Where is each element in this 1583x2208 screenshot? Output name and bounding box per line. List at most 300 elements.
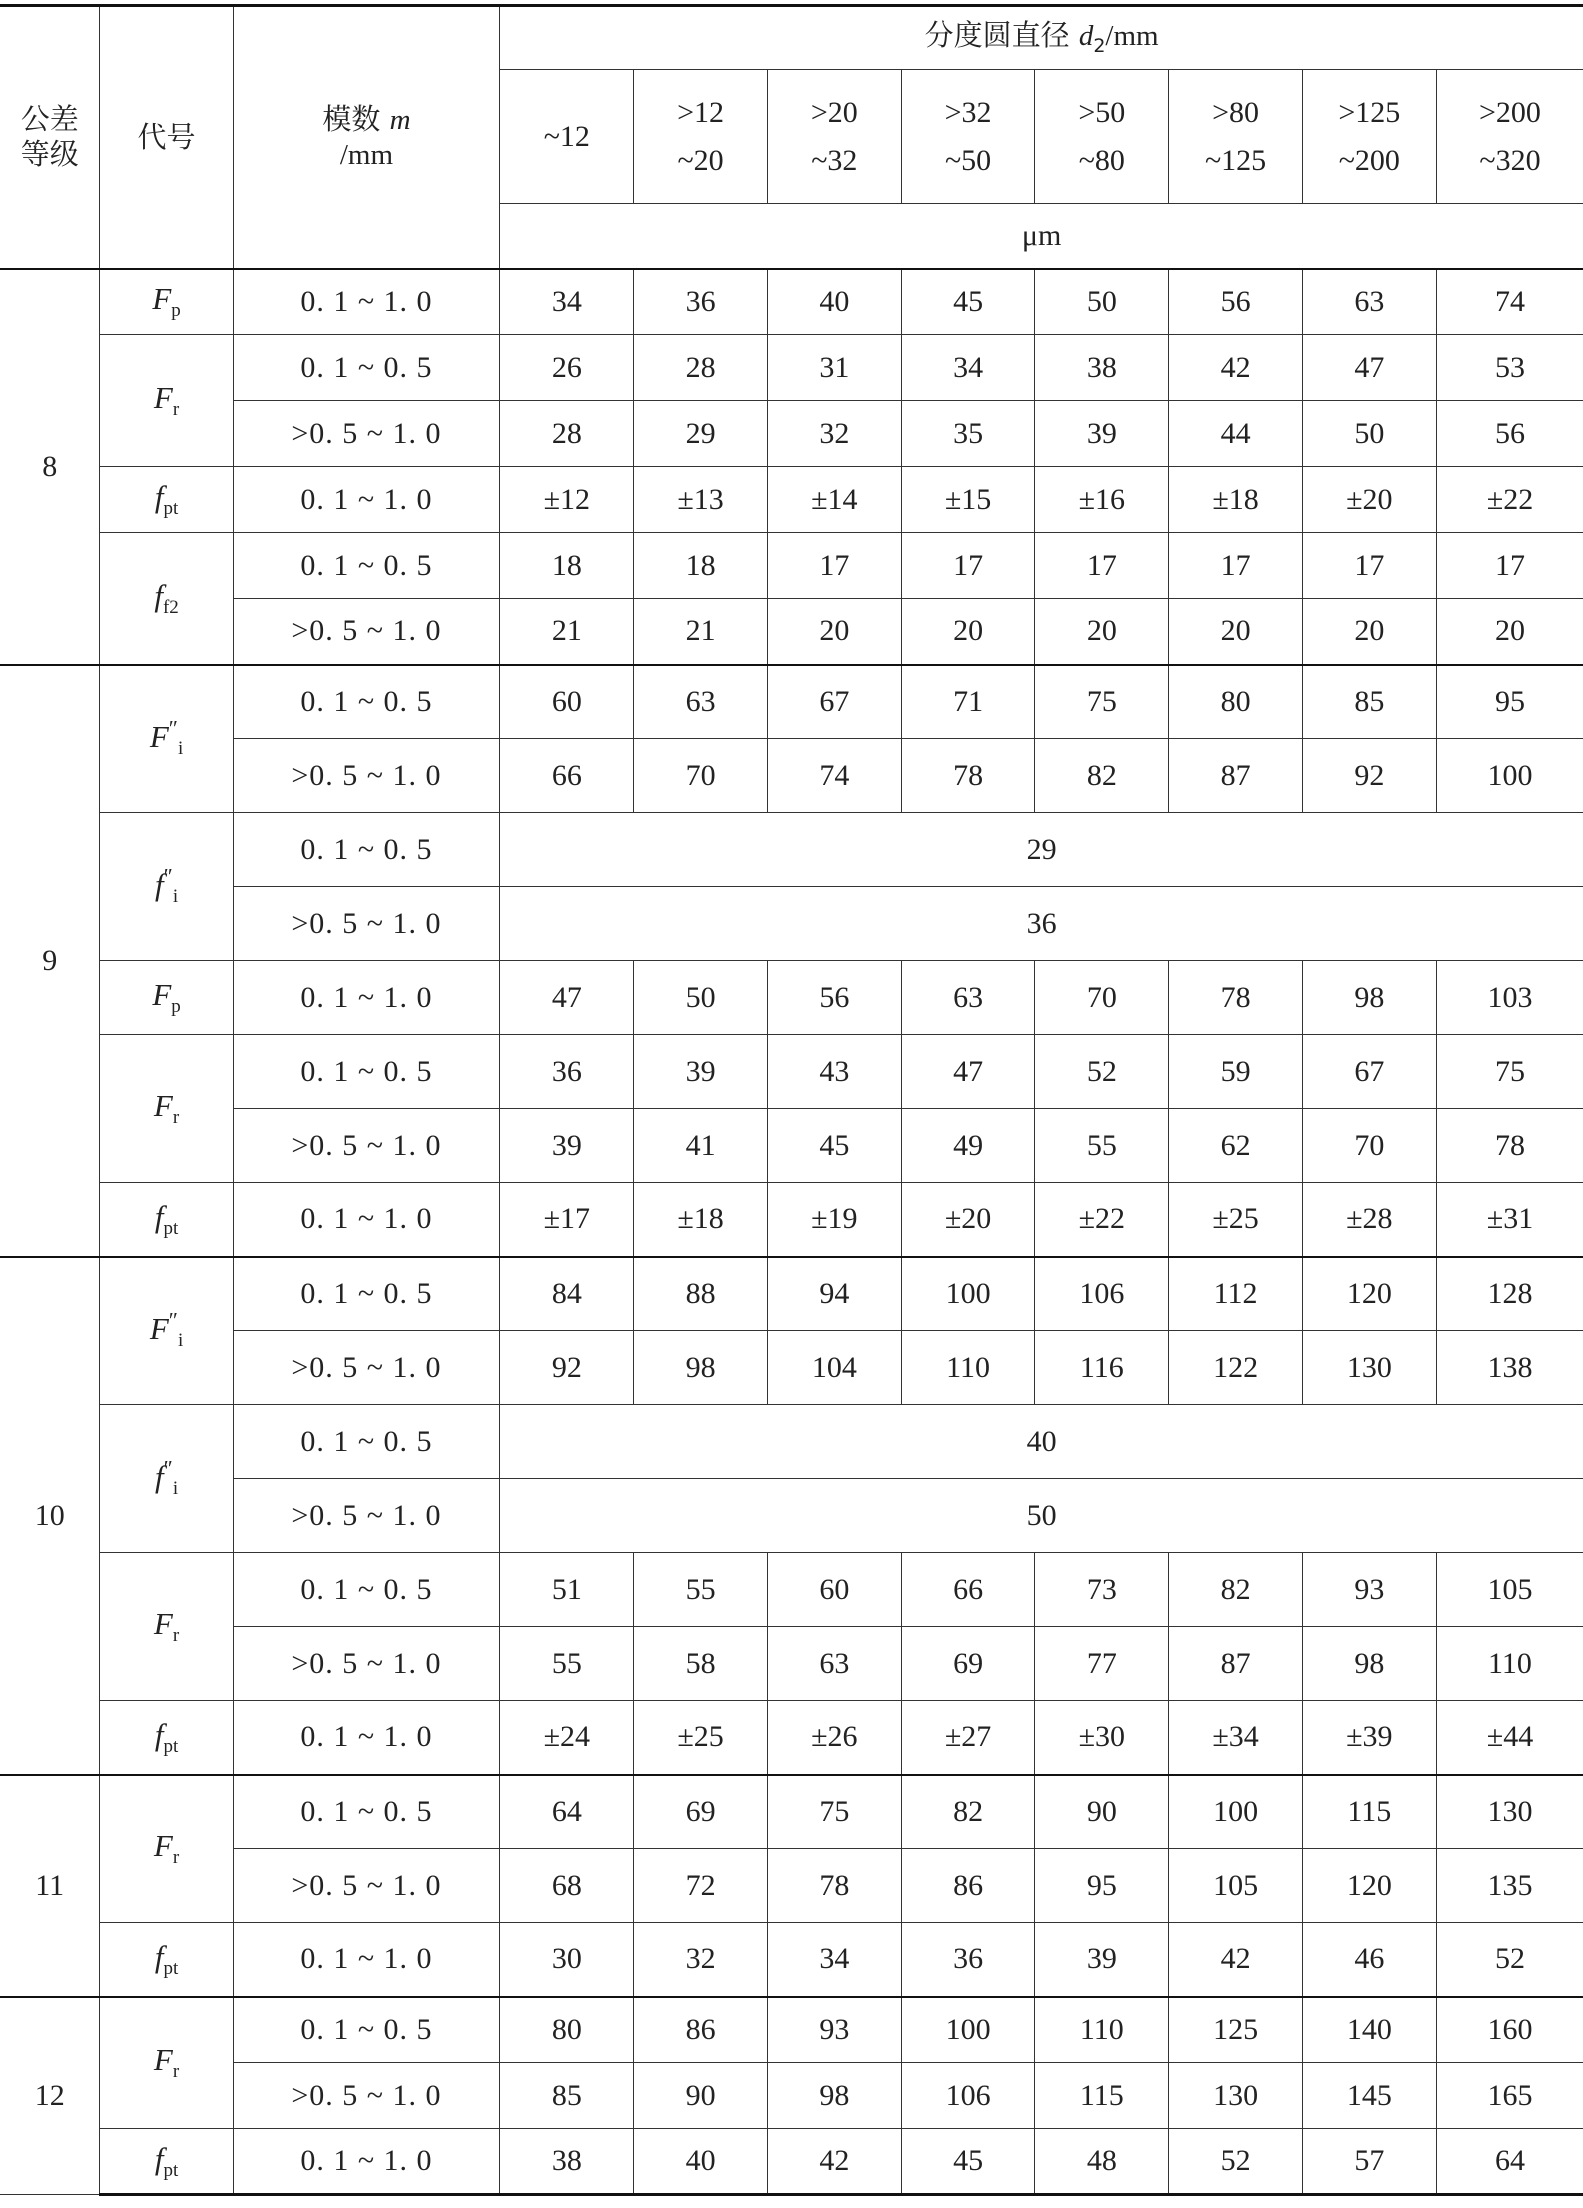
table-row xyxy=(0,1035,1583,1109)
symbol-cell xyxy=(100,2129,233,2195)
table-row xyxy=(0,1331,1583,1405)
value-cell: 122 xyxy=(1169,1331,1302,1405)
value-cell: ±31 xyxy=(1436,1183,1583,1257)
value-cell: 77 xyxy=(1035,1627,1169,1701)
diameter-range-7 xyxy=(1436,70,1583,204)
value-cell: 39 xyxy=(1035,401,1169,467)
value-cell: 67 xyxy=(767,665,901,739)
symbol-cell xyxy=(100,1701,233,1775)
value-cell: 28 xyxy=(634,335,767,401)
value-cell: 130 xyxy=(1302,1331,1436,1405)
symbol-text: $F_r$ xyxy=(153,2042,180,2083)
value-cell: 48 xyxy=(1035,2129,1169,2195)
value-cell: ±22 xyxy=(1035,1183,1169,1257)
value-cell: 36 xyxy=(901,1923,1034,1997)
value-cell: 73 xyxy=(1035,1553,1169,1627)
value-cell: 110 xyxy=(901,1331,1034,1405)
value-cell: 64 xyxy=(500,1775,634,1849)
diameter-range-3 xyxy=(901,70,1034,204)
module-cell: >0. 5 ~ 1. 0 xyxy=(233,739,500,813)
value-cell: 92 xyxy=(500,1331,634,1405)
table-row xyxy=(0,599,1583,665)
value-cell: 42 xyxy=(767,2129,901,2195)
grade-cell: 11 xyxy=(0,1775,100,1997)
merged-value: 40 xyxy=(500,1405,1583,1479)
header-row-1 xyxy=(0,6,1583,70)
grade-header-line: 公差 xyxy=(20,102,79,137)
range-line: >50 xyxy=(1078,95,1126,129)
module-cell: 0. 1 ~ 0. 5 xyxy=(233,665,500,739)
value-cell: 95 xyxy=(1436,665,1583,739)
module-cell: 0. 1 ~ 0. 5 xyxy=(233,813,500,887)
symbol-text: $F_r$ xyxy=(153,1606,180,1647)
value-cell: 20 xyxy=(1169,599,1302,665)
grade-cell: 9 xyxy=(0,665,100,1257)
value-cell: ±13 xyxy=(634,467,767,533)
symbol-text: $f_{pt}$ xyxy=(154,1198,179,1239)
grade-header xyxy=(0,6,100,269)
value-cell: 125 xyxy=(1169,1997,1302,2063)
value-cell: 98 xyxy=(1302,961,1436,1035)
table-row xyxy=(0,335,1583,401)
symbol-cell xyxy=(100,665,233,813)
value-cell: 75 xyxy=(767,1775,901,1849)
range-line: ~12 xyxy=(543,119,590,153)
value-cell: 45 xyxy=(767,1109,901,1183)
symbol-text: $f_{f2}$ xyxy=(154,577,179,618)
merged-value: 36 xyxy=(500,887,1583,961)
value-cell: 63 xyxy=(634,665,767,739)
symbol-cell xyxy=(100,467,233,533)
table-row xyxy=(0,1109,1583,1183)
range-line: ~125 xyxy=(1204,143,1267,177)
table-row xyxy=(0,1849,1583,1923)
value-cell: ±26 xyxy=(767,1701,901,1775)
table-row xyxy=(0,533,1583,599)
value-cell: 104 xyxy=(767,1331,901,1405)
value-cell: 36 xyxy=(634,269,767,335)
table-row xyxy=(0,739,1583,813)
value-cell: 112 xyxy=(1169,1257,1302,1331)
value-cell: 29 xyxy=(634,401,767,467)
value-cell: 42 xyxy=(1169,335,1302,401)
value-cell: 55 xyxy=(1035,1109,1169,1183)
value-cell: 56 xyxy=(1436,401,1583,467)
diameter-title: 分度圆直径 $d_2/mm$ xyxy=(500,6,1583,70)
value-cell: 78 xyxy=(1436,1109,1583,1183)
value-cell: ±14 xyxy=(767,467,901,533)
value-cell: 63 xyxy=(1302,269,1436,335)
range-line: ~80 xyxy=(1078,143,1125,177)
value-cell: 87 xyxy=(1169,739,1302,813)
value-cell: 34 xyxy=(901,335,1034,401)
value-cell: 40 xyxy=(767,269,901,335)
table-row xyxy=(0,1183,1583,1257)
value-cell: ±18 xyxy=(1169,467,1302,533)
diameter-range-0 xyxy=(500,70,634,204)
value-cell: 128 xyxy=(1436,1257,1583,1331)
value-cell: 35 xyxy=(901,401,1034,467)
module-cell: >0. 5 ~ 1. 0 xyxy=(233,1331,500,1405)
module-cell: >0. 5 ~ 1. 0 xyxy=(233,599,500,665)
value-cell: 56 xyxy=(1169,269,1302,335)
table-row xyxy=(0,1997,1583,2063)
diameter-range-5 xyxy=(1169,70,1302,204)
value-cell: 130 xyxy=(1169,2063,1302,2129)
symbol-cell xyxy=(100,1035,233,1183)
value-cell: 59 xyxy=(1169,1035,1302,1109)
module-cell: 0. 1 ~ 1. 0 xyxy=(233,2129,500,2195)
value-cell: 85 xyxy=(500,2063,634,2129)
value-cell: ±25 xyxy=(1169,1183,1302,1257)
module-header xyxy=(233,6,500,269)
value-cell: 17 xyxy=(1436,533,1583,599)
value-cell: 45 xyxy=(901,269,1034,335)
value-cell: 100 xyxy=(901,1257,1034,1331)
value-cell: 106 xyxy=(1035,1257,1169,1331)
table-row xyxy=(0,1627,1583,1701)
value-cell: 130 xyxy=(1436,1775,1583,1849)
value-cell: 18 xyxy=(634,533,767,599)
value-cell: ±34 xyxy=(1169,1701,1302,1775)
symbol-text: $F_p$ xyxy=(152,281,181,322)
value-cell: 84 xyxy=(500,1257,634,1331)
code-header: 代号 xyxy=(100,6,233,269)
value-cell: 21 xyxy=(500,599,634,665)
value-cell: 106 xyxy=(901,2063,1034,2129)
value-cell: ±39 xyxy=(1302,1701,1436,1775)
value-cell: ±28 xyxy=(1302,1183,1436,1257)
symbol-text: $f''_i$ xyxy=(155,1455,179,1500)
symbol-cell xyxy=(100,813,233,961)
value-cell: 26 xyxy=(500,335,634,401)
value-cell: ±17 xyxy=(500,1183,634,1257)
module-cell: 0. 1 ~ 0. 5 xyxy=(233,1035,500,1109)
grade-cell: 10 xyxy=(0,1257,100,1775)
value-cell: 70 xyxy=(1302,1109,1436,1183)
value-cell: 60 xyxy=(500,665,634,739)
value-cell: 120 xyxy=(1302,1257,1436,1331)
symbol-text: $F''_i$ xyxy=(149,1308,184,1352)
value-cell: 63 xyxy=(767,1627,901,1701)
merged-value: 29 xyxy=(500,813,1583,887)
value-cell: 42 xyxy=(1169,1923,1302,1997)
module-cell: 0. 1 ~ 0. 5 xyxy=(233,1553,500,1627)
value-cell: 71 xyxy=(901,665,1034,739)
module-header-line: /mm xyxy=(339,138,394,171)
value-cell: 20 xyxy=(1035,599,1169,665)
value-cell: 75 xyxy=(1436,1035,1583,1109)
symbol-cell xyxy=(100,961,233,1035)
range-line: ~200 xyxy=(1338,143,1400,177)
value-cell: ±20 xyxy=(901,1183,1034,1257)
value-cell: 17 xyxy=(1169,533,1302,599)
value-cell: 50 xyxy=(1302,401,1436,467)
value-cell: 20 xyxy=(1436,599,1583,665)
value-cell: 93 xyxy=(1302,1553,1436,1627)
table-row xyxy=(0,467,1583,533)
value-cell: 64 xyxy=(1436,2129,1583,2195)
table-row xyxy=(0,887,1583,961)
symbol-cell xyxy=(100,1775,233,1923)
grade-cell: 8 xyxy=(0,269,100,665)
module-cell: >0. 5 ~ 1. 0 xyxy=(233,1849,500,1923)
value-cell: 75 xyxy=(1035,665,1169,739)
symbol-cell xyxy=(100,1553,233,1701)
value-cell: 34 xyxy=(767,1923,901,1997)
value-cell: 69 xyxy=(901,1627,1034,1701)
value-cell: 92 xyxy=(1302,739,1436,813)
value-cell: 17 xyxy=(1035,533,1169,599)
value-cell: ±15 xyxy=(901,467,1034,533)
value-cell: 47 xyxy=(1302,335,1436,401)
module-cell: 0. 1 ~ 0. 5 xyxy=(233,533,500,599)
value-cell: 86 xyxy=(634,1997,767,2063)
value-cell: ±44 xyxy=(1436,1701,1583,1775)
value-cell: ±19 xyxy=(767,1183,901,1257)
value-cell: ±24 xyxy=(500,1701,634,1775)
value-cell: 88 xyxy=(634,1257,767,1331)
symbol-cell xyxy=(100,335,233,467)
table-row xyxy=(0,1775,1583,1849)
value-cell: 60 xyxy=(767,1553,901,1627)
value-cell: 116 xyxy=(1035,1331,1169,1405)
value-cell: 17 xyxy=(901,533,1034,599)
symbol-cell xyxy=(100,1183,233,1257)
diameter-range-4 xyxy=(1035,70,1169,204)
symbol-cell xyxy=(100,1405,233,1553)
value-cell: 100 xyxy=(1169,1775,1302,1849)
table-row xyxy=(0,1405,1583,1479)
value-cell: 68 xyxy=(500,1849,634,1923)
value-cell: 20 xyxy=(767,599,901,665)
value-cell: 34 xyxy=(500,269,634,335)
value-cell: 46 xyxy=(1302,1923,1436,1997)
value-cell: 52 xyxy=(1169,2129,1302,2195)
symbol-cell xyxy=(100,533,233,665)
table-row xyxy=(0,1701,1583,1775)
value-cell: 67 xyxy=(1302,1035,1436,1109)
value-cell: 94 xyxy=(767,1257,901,1331)
module-cell: >0. 5 ~ 1. 0 xyxy=(233,2063,500,2129)
value-cell: 63 xyxy=(901,961,1034,1035)
range-line: ~320 xyxy=(1479,143,1541,177)
symbol-text: $f_{pt}$ xyxy=(154,2140,179,2181)
value-cell: 62 xyxy=(1169,1109,1302,1183)
value-cell: 53 xyxy=(1436,335,1583,401)
value-cell: 78 xyxy=(767,1849,901,1923)
module-cell: 0. 1 ~ 1. 0 xyxy=(233,961,500,1035)
diameter-range-6 xyxy=(1302,70,1436,204)
range-line: >20 xyxy=(810,95,858,129)
table-row xyxy=(0,401,1583,467)
value-cell: 50 xyxy=(634,961,767,1035)
value-cell: 140 xyxy=(1302,1997,1436,2063)
value-cell: 100 xyxy=(901,1997,1034,2063)
module-cell: 0. 1 ~ 0. 5 xyxy=(233,1257,500,1331)
value-cell: 39 xyxy=(634,1035,767,1109)
value-cell: 90 xyxy=(1035,1775,1169,1849)
module-cell: >0. 5 ~ 1. 0 xyxy=(233,1479,500,1553)
tolerance-table xyxy=(0,4,1583,2196)
range-line: ~50 xyxy=(944,143,992,177)
value-cell: 82 xyxy=(1035,739,1169,813)
table-row xyxy=(0,1553,1583,1627)
value-cell: 103 xyxy=(1436,961,1583,1035)
symbol-cell xyxy=(100,1997,233,2129)
value-cell: 17 xyxy=(767,533,901,599)
symbol-text: $f_{pt}$ xyxy=(154,1716,179,1757)
symbol-text: $f_{pt}$ xyxy=(154,479,179,520)
symbol-text: $F_r$ xyxy=(153,1088,180,1129)
value-cell: 58 xyxy=(634,1627,767,1701)
grade-header-line: 等级 xyxy=(20,137,79,172)
value-cell: ±12 xyxy=(500,467,634,533)
value-cell: 43 xyxy=(767,1035,901,1109)
value-cell: 41 xyxy=(634,1109,767,1183)
module-cell: >0. 5 ~ 1. 0 xyxy=(233,1627,500,1701)
value-cell: 50 xyxy=(1035,269,1169,335)
grade-cell: 12 xyxy=(0,1997,100,2195)
value-cell: 38 xyxy=(500,2129,634,2195)
symbol-text: $f''_i$ xyxy=(155,863,179,908)
value-cell: ±30 xyxy=(1035,1701,1169,1775)
symbol-text: $F_r$ xyxy=(153,380,180,421)
value-cell: 28 xyxy=(500,401,634,467)
value-cell: 145 xyxy=(1302,2063,1436,2129)
value-cell: 78 xyxy=(901,739,1034,813)
value-cell: 98 xyxy=(767,2063,901,2129)
diameter-range-2 xyxy=(767,70,901,204)
value-cell: 66 xyxy=(901,1553,1034,1627)
value-cell: 135 xyxy=(1436,1849,1583,1923)
value-cell: 70 xyxy=(1035,961,1169,1035)
value-cell: 57 xyxy=(1302,2129,1436,2195)
value-cell: ±20 xyxy=(1302,467,1436,533)
value-cell: 80 xyxy=(500,1997,634,2063)
symbol-text: $F_r$ xyxy=(153,1828,180,1869)
value-cell: 18 xyxy=(500,533,634,599)
value-cell: 115 xyxy=(1302,1775,1436,1849)
value-cell: 55 xyxy=(634,1553,767,1627)
module-cell: 0. 1 ~ 1. 0 xyxy=(233,1923,500,1997)
merged-value: 50 xyxy=(500,1479,1583,1553)
table-row xyxy=(0,2129,1583,2195)
value-cell: 38 xyxy=(1035,335,1169,401)
value-cell: 44 xyxy=(1169,401,1302,467)
value-cell: 90 xyxy=(634,2063,767,2129)
value-cell: 165 xyxy=(1436,2063,1583,2129)
symbol-text: $F''_i$ xyxy=(149,716,184,760)
diameter-range-1 xyxy=(634,70,767,204)
module-cell: 0. 1 ~ 1. 0 xyxy=(233,269,500,335)
value-cell: 70 xyxy=(634,739,767,813)
value-cell: ±25 xyxy=(634,1701,767,1775)
value-cell: 93 xyxy=(767,1997,901,2063)
symbol-text: $F_p$ xyxy=(152,977,181,1018)
symbol-cell xyxy=(100,1257,233,1405)
value-cell: 47 xyxy=(500,961,634,1035)
value-cell: 110 xyxy=(1035,1997,1169,2063)
value-cell: 56 xyxy=(767,961,901,1035)
range-line: ~32 xyxy=(811,143,858,177)
value-cell: 74 xyxy=(1436,269,1583,335)
value-cell: 31 xyxy=(767,335,901,401)
value-cell: ±22 xyxy=(1436,467,1583,533)
table-row xyxy=(0,1479,1583,1553)
unit-label: μm xyxy=(500,204,1583,269)
value-cell: 39 xyxy=(1035,1923,1169,1997)
value-cell: 86 xyxy=(901,1849,1034,1923)
module-cell: >0. 5 ~ 1. 0 xyxy=(233,887,500,961)
value-cell: 36 xyxy=(500,1035,634,1109)
value-cell: 17 xyxy=(1302,533,1436,599)
value-cell: 21 xyxy=(634,599,767,665)
value-cell: ±18 xyxy=(634,1183,767,1257)
module-cell: >0. 5 ~ 1. 0 xyxy=(233,401,500,467)
range-line: >80 xyxy=(1212,95,1260,129)
value-cell: 98 xyxy=(634,1331,767,1405)
module-cell: 0. 1 ~ 1. 0 xyxy=(233,467,500,533)
range-line: >12 xyxy=(677,95,725,129)
value-cell: 20 xyxy=(901,599,1034,665)
value-cell: 95 xyxy=(1035,1849,1169,1923)
table-row xyxy=(0,813,1583,887)
value-cell: 120 xyxy=(1302,1849,1436,1923)
value-cell: 98 xyxy=(1302,1627,1436,1701)
module-cell: 0. 1 ~ 1. 0 xyxy=(233,1701,500,1775)
value-cell: 52 xyxy=(1436,1923,1583,1997)
module-cell: 0. 1 ~ 0. 5 xyxy=(233,335,500,401)
module-cell: 0. 1 ~ 0. 5 xyxy=(233,1997,500,2063)
value-cell: 100 xyxy=(1436,739,1583,813)
value-cell: 82 xyxy=(901,1775,1034,1849)
value-cell: 45 xyxy=(901,2129,1034,2195)
value-cell: 138 xyxy=(1436,1331,1583,1405)
range-line: >200 xyxy=(1479,95,1541,129)
value-cell: 74 xyxy=(767,739,901,813)
value-cell: 51 xyxy=(500,1553,634,1627)
value-cell: 78 xyxy=(1169,961,1302,1035)
module-cell: 0. 1 ~ 0. 5 xyxy=(233,1405,500,1479)
value-cell: 32 xyxy=(634,1923,767,1997)
value-cell: 47 xyxy=(901,1035,1034,1109)
value-cell: 80 xyxy=(1169,665,1302,739)
range-line: >125 xyxy=(1338,95,1401,129)
symbol-cell xyxy=(100,1923,233,1997)
value-cell: 40 xyxy=(634,2129,767,2195)
value-cell: 20 xyxy=(1302,599,1436,665)
module-cell: 0. 1 ~ 0. 5 xyxy=(233,1775,500,1849)
value-cell: 87 xyxy=(1169,1627,1302,1701)
value-cell: ±16 xyxy=(1035,467,1169,533)
value-cell: 32 xyxy=(767,401,901,467)
value-cell: 52 xyxy=(1035,1035,1169,1109)
table-row xyxy=(0,665,1583,739)
table-row xyxy=(0,961,1583,1035)
table-row xyxy=(0,1257,1583,1331)
module-header-line: 模数 m xyxy=(322,101,411,136)
value-cell: 66 xyxy=(500,739,634,813)
value-cell: 69 xyxy=(634,1775,767,1849)
value-cell: 85 xyxy=(1302,665,1436,739)
value-cell: 110 xyxy=(1436,1627,1583,1701)
symbol-text: $f_{pt}$ xyxy=(154,1938,179,1979)
value-cell: 115 xyxy=(1035,2063,1169,2129)
symbol-cell xyxy=(100,269,233,335)
value-cell: 160 xyxy=(1436,1997,1583,2063)
value-cell: 82 xyxy=(1169,1553,1302,1627)
